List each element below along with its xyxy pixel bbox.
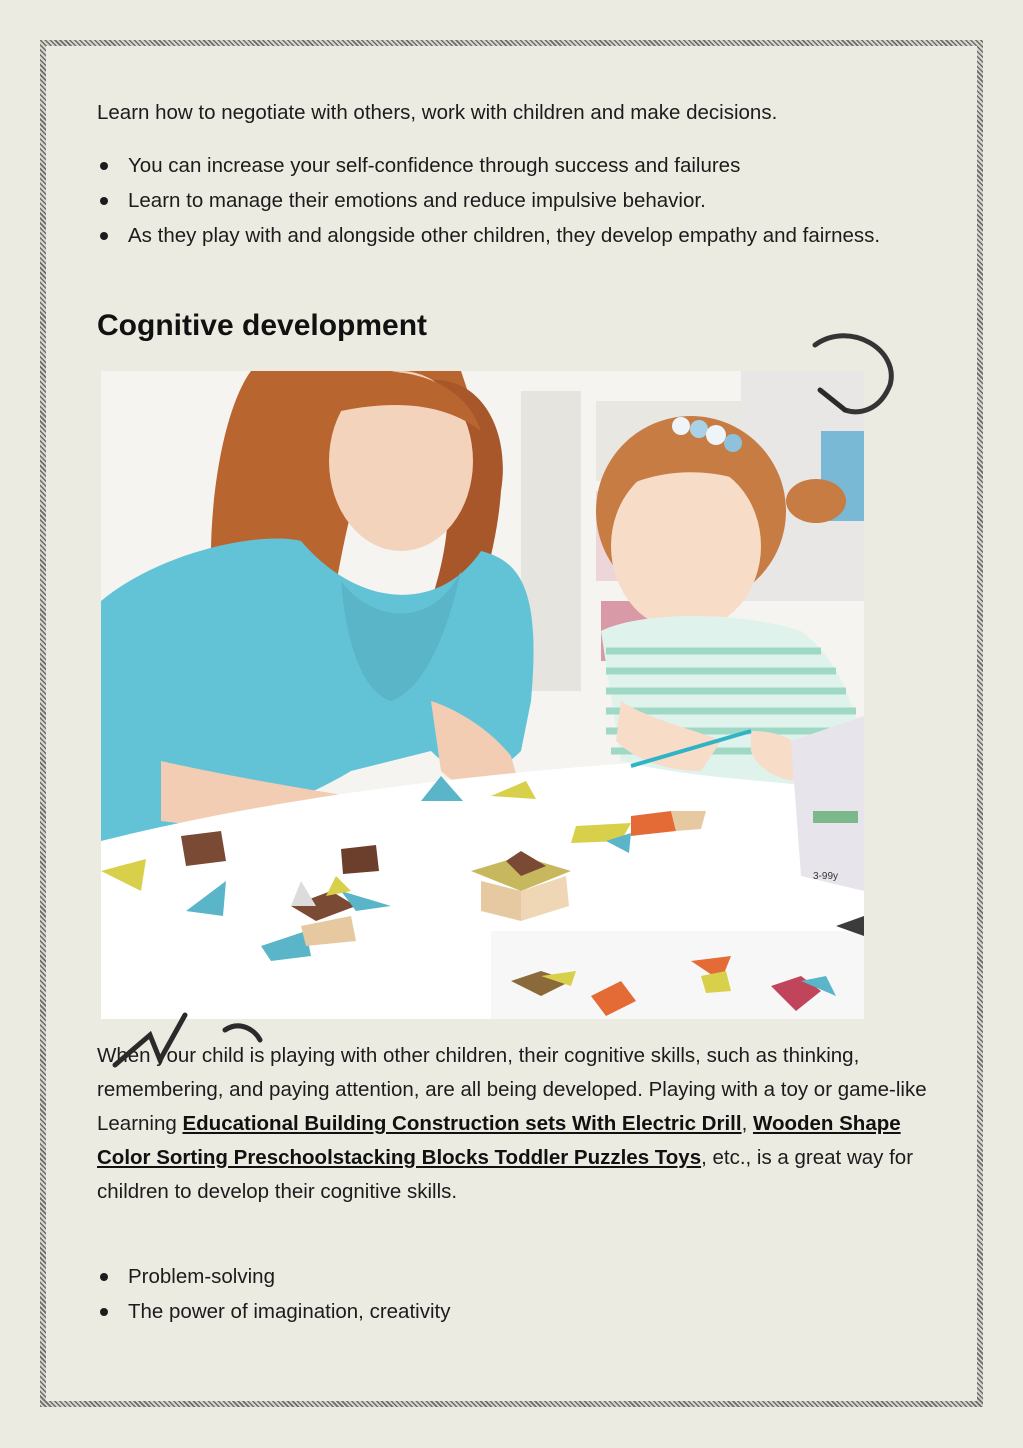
section-heading: Cognitive development <box>97 309 428 342</box>
box-label: 3-99y <box>813 871 839 882</box>
list-item: Problem-solving <box>97 1260 897 1293</box>
list-item: As they play with and alongside other children, they develop empathy and fairness. <box>97 219 897 252</box>
paragraph-text: , etc., is a great way for children to develop their cognitive skills. <box>97 1146 914 1203</box>
bullet-list-cognitive <box>97 1260 897 1330</box>
list-item: The power of imagination, creativity <box>97 1295 897 1328</box>
bullet-list-social <box>97 149 897 254</box>
cognitive-paragraph <box>97 1039 927 1209</box>
list-item: You can increase your self-confidence through success and failures <box>97 149 897 182</box>
link-construction-sets[interactable]: Educational Building Construction sets With Electric Drill <box>182 1112 742 1135</box>
link-wooden-sorting-toys[interactable]: Wooden Shape Color Sorting Preschoolstacking Blocks Toddler Puzzles Toys <box>97 1112 901 1169</box>
intro-text: Learn how to negotiate with others, work with children and make decisions. <box>97 101 778 124</box>
list-item: Learn to manage their emotions and reduce impulsive behavior. <box>97 184 897 217</box>
paragraph-text: , <box>741 1112 753 1135</box>
photo-mother-child-tangram <box>101 371 864 1019</box>
paragraph-text: When your child is playing with other children, their cognitive skills, such as thinking, remembering, and paying attention, are all being developed. Playing with a toy or game-like Learning <box>97 1044 927 1135</box>
